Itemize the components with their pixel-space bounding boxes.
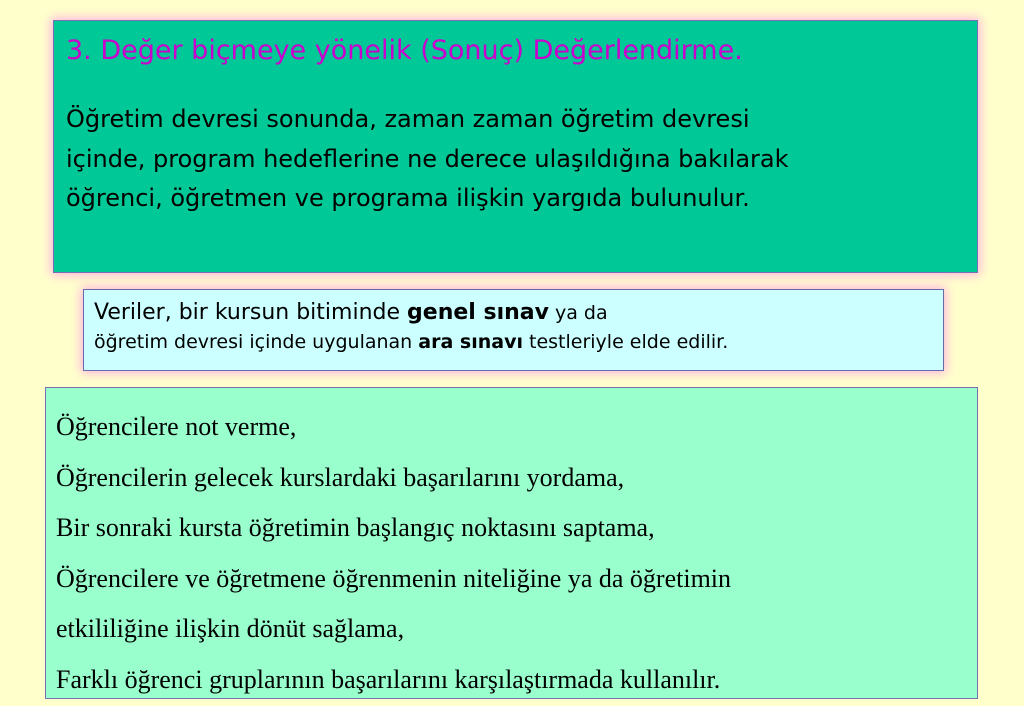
data-source-text: Veriler, bir kursun bitiminde [94,300,408,325]
definition-paragraph [66,100,965,219]
data-source-line-1 [94,298,943,328]
definition-line: Öğretim devresi sonunda, zaman zaman öğretim devresi [66,105,750,133]
definition-line: içinde, program hedeflerine ne derece ulaşıldığına bakılarak [66,144,789,173]
purpose-line: Öğrencilere not verme, [56,412,297,441]
general-exam-term: genel sınav [407,300,549,325]
data-source-text: testleriyle elde edilir. [522,331,729,353]
data-source-box [83,289,944,371]
purpose-line: Farklı öğrenci gruplarının başarılarını karşılaştırmada kullanılır. [56,664,721,694]
summative-evaluation-box [53,20,978,273]
purposes-list-box [45,387,978,699]
midterm-exam-term: ara sınavı [418,331,523,353]
purpose-line: Bir sonraki kursta öğretimin başlangıç noktasını saptama, [56,513,655,542]
purpose-line: Öğrencilerin gelecek kurslardaki başarılarını yordama, [56,462,625,492]
definition-line: öğrenci, öğretmen ve programa ilişkin yargıda bulunulur. [66,184,750,212]
purpose-line: Öğrencilere ve öğretmene öğrenmenin niteliğine ya da öğretimin [56,563,732,593]
data-source-text: öğretim devresi içinde uygulanan [94,331,419,353]
section-title: 3. Değer biçmeye yönelik (Sonuç) Değerlendirme. [66,35,743,66]
data-source-text: ya da [548,302,608,324]
purpose-line: etkililiğine ilişkin dönüt sağlama, [56,614,405,643]
data-source-line-2 [94,328,943,356]
